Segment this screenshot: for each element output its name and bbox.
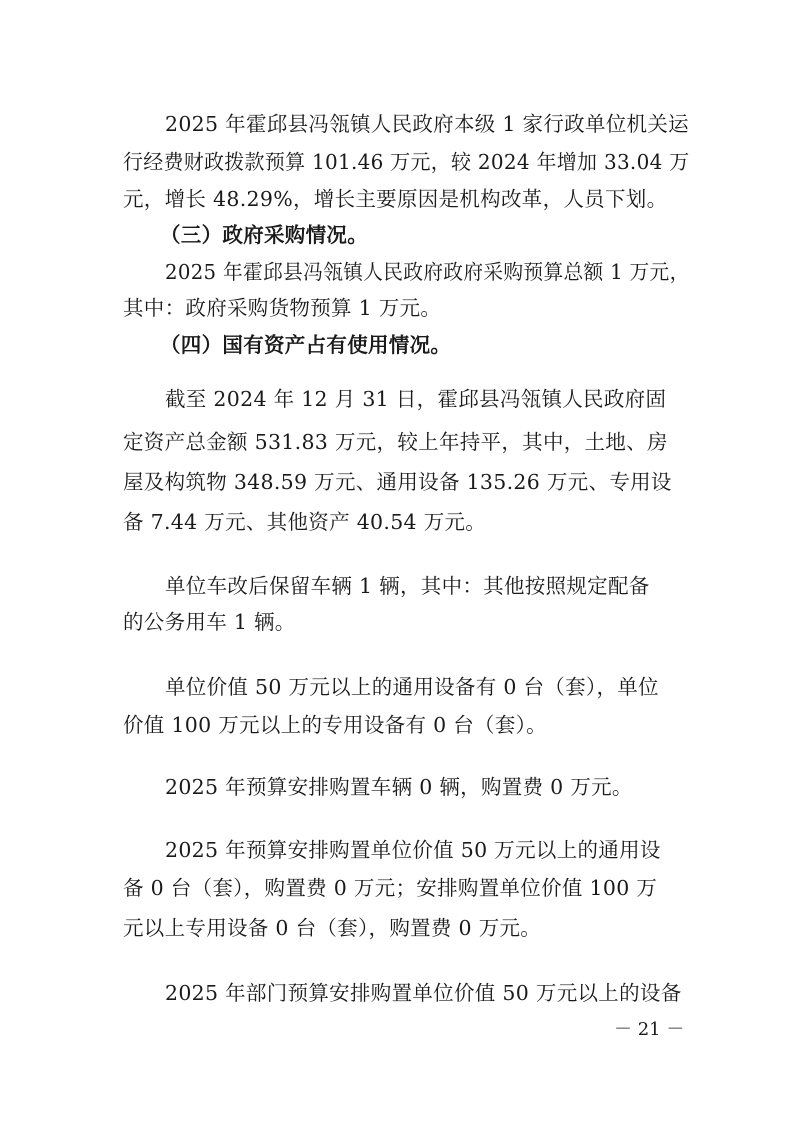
- text-line: 屋及构筑物 348.59 万元、通用设备 135.26 万元、专用设: [123, 470, 672, 494]
- text-line: 备 7.44 万元、其他资产 40.54 万元。: [123, 510, 487, 534]
- text-line: 2025 年部门预算安排购置单位价值 50 万元以上的设备: [165, 981, 682, 1005]
- text-line: 2025 年预算安排购置车辆 0 辆，购置费 0 万元。: [165, 775, 633, 799]
- text-line: 截至 2024 年 12 月 31 日，霍邱县冯瓴镇人民政府固: [165, 387, 667, 411]
- text-line: 2025 年霍邱县冯瓴镇人民政府本级 1 家行政单位机关运: [165, 112, 689, 136]
- section-heading: （三）政府采购情况。: [160, 223, 368, 247]
- text-line: 元以上专用设备 0 台（套），购置费 0 万元。: [123, 916, 542, 940]
- text-line: 备 0 台（套），购置费 0 万元；安排购置单位价值 100 万: [123, 876, 658, 900]
- text-line: 2025 年霍邱县冯瓴镇人民政府政府采购预算总额 1 万元，: [165, 260, 690, 284]
- section-heading: （四）国有资产占有使用情况。: [160, 333, 452, 357]
- text-line: 的公务用车 1 辆。: [123, 610, 296, 634]
- text-line: 元，增长 48.29%，增长主要原因是机构改革，人员下划。: [123, 187, 668, 211]
- text-line: 定资产总金额 531.83 万元，较上年持平，其中，土地、房: [123, 430, 668, 454]
- text-line: 单位车改后保留车辆 1 辆，其中：其他按照规定配备: [165, 574, 650, 598]
- page-number: － 21 －: [614, 1019, 685, 1040]
- text-line: 行经费财政拨款预算 101.46 万元，较 2024 年增加 33.04 万: [123, 150, 690, 174]
- text-line: 单位价值 50 万元以上的通用设备有 0 台（套），单位: [165, 675, 659, 699]
- text-line: 其中：政府采购货物预算 1 万元。: [123, 296, 442, 320]
- text-line: 2025 年预算安排购置单位价值 50 万元以上的通用设: [165, 838, 661, 862]
- text-line: 价值 100 万元以上的专用设备有 0 台（套）。: [123, 713, 547, 737]
